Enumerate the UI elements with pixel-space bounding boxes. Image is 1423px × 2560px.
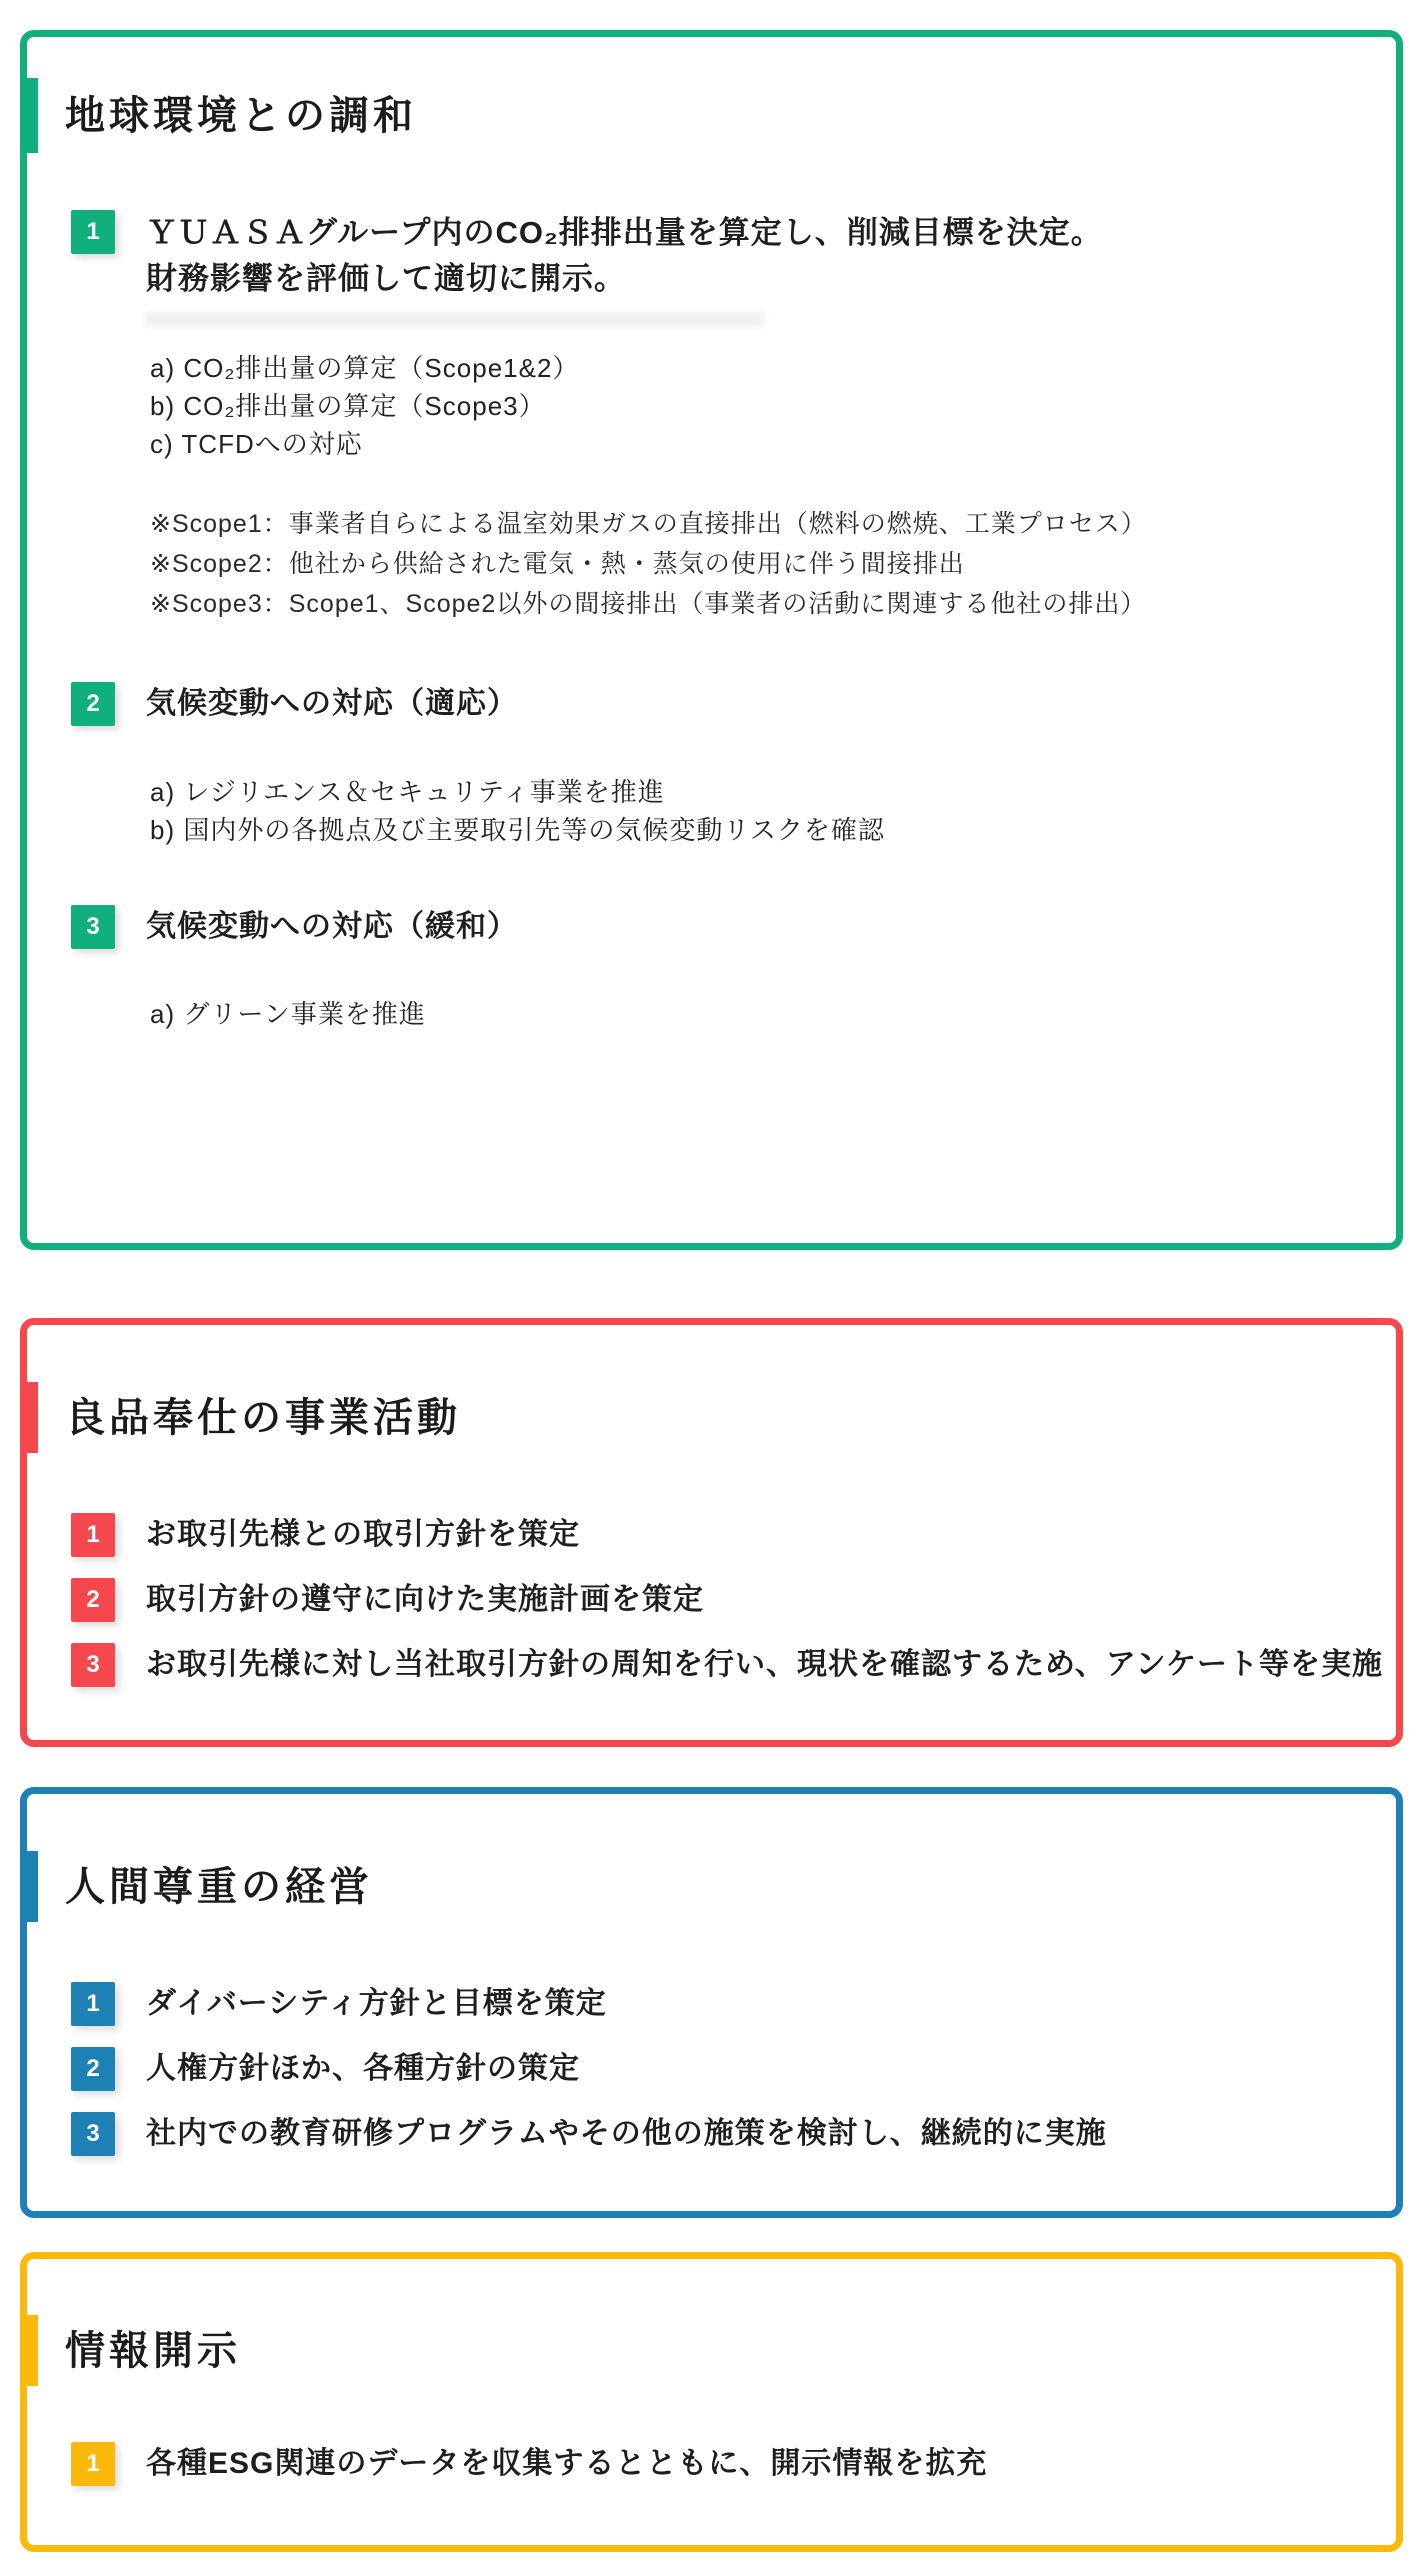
item-text: 各種ESG関連のデータを収集するとともに、開示情報を拡充 [146,2447,988,2480]
list-item [27,2047,1396,2091]
section-title: 地球環境との調和 [65,93,417,138]
item-text-line: 財務影響を評価して適切に開示。 [146,261,626,296]
item-text [146,210,1103,302]
section-environment [20,30,1403,1250]
sub-item-list [27,349,1396,463]
title-accent-bar [20,1382,38,1453]
list-item [27,1513,1396,1557]
section-title: 良品奉仕の事業活動 [65,1395,461,1440]
sub-item-list [27,773,1396,849]
list-item [27,905,1396,949]
title-accent-bar [20,1851,38,1922]
item-text: ダイバーシティ方針と目標を策定 [146,1987,607,2020]
sub-item: c) TCFDへの対応 [150,429,363,459]
blurred-text-artifact [145,312,765,327]
section-title: 情報開示 [65,2328,241,2373]
list-item [27,2442,1396,2486]
item-number-badge: 1 [71,1513,115,1557]
scope-note: ※Scope2：他社から供給された電気・熱・蒸気の使用に伴う間接排出 [150,550,965,578]
item-text: お取引先様との取引方針を策定 [146,1518,580,1551]
sub-item: b) 国内外の各拠点及び主要取引先等の気候変動リスクを確認 [150,815,885,845]
list-item [27,1578,1396,1622]
item-text: お取引先様に対し当社取引方針の周知を行い、現状を確認するため、アンケート等を実施 [146,1648,1383,1681]
section-business-activities [20,1318,1403,1747]
scope-note: ※Scope3：Scope1、Scope2以外の間接排出（事業者の活動に関連する他社の排出） [150,590,1147,618]
item-number-badge: 1 [71,1982,115,2026]
title-accent-bar [20,2315,38,2386]
list-item [27,2112,1396,2156]
item-number-badge: 3 [71,1643,115,1687]
item-number-badge: 2 [71,2047,115,2091]
item-text: 気候変動への対応（緩和） [146,910,518,943]
section-title: 人間尊重の経営 [65,1864,373,1909]
section-title-row [27,78,1396,153]
item-number-badge: 3 [71,2112,115,2156]
item-text: 社内での教育研修プログラムやその他の施策を検討し、継続的に実施 [146,2117,1107,2150]
scope-note: ※Scope1：事業者自らによる温室効果ガスの直接排出（燃料の燃焼、工業プロセス） [150,510,1147,538]
title-accent-bar [20,78,38,153]
sub-item: a) グリーン事業を推進 [150,999,426,1029]
item-number-badge: 2 [71,1578,115,1622]
list-item [27,210,1396,302]
list-item [27,682,1396,726]
sub-item: a) レジリエンス＆セキュリティ事業を推進 [150,777,665,807]
list-item [27,1643,1396,1687]
list-item [27,1982,1396,2026]
section-information-disclosure [20,2252,1403,2552]
section-human-respect [20,1787,1403,2218]
item-text: 取引方針の遵守に向けた実施計画を策定 [146,1583,704,1616]
section-title-row [27,1382,1396,1453]
sub-item: b) CO₂排出量の算定（Scope3） [150,391,546,421]
item-text: 人権方針ほか、各種方針の策定 [146,2052,580,2085]
item-number-badge: 2 [71,682,115,726]
scope-notes-list [27,504,1396,624]
section-title-row [27,1851,1396,1922]
item-number-badge: 3 [71,905,115,949]
section-title-row [27,2315,1396,2386]
sub-item: a) CO₂排出量の算定（Scope1&2） [150,353,580,383]
item-text: 気候変動への対応（適応） [146,687,518,720]
sub-item-list [27,995,1396,1033]
item-number-badge: 1 [71,210,115,254]
item-text-line: ＹＵＡＳＡグループ内のCO₂排排出量を算定し、削減目標を決定。 [146,215,1103,250]
item-number-badge: 1 [71,2442,115,2486]
